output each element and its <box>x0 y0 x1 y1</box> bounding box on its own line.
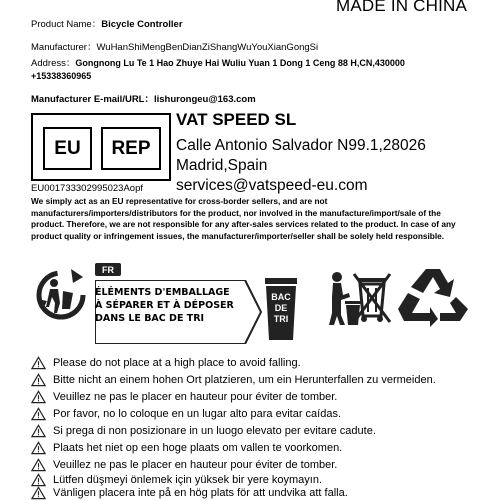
sorting-line-1: ÉLÉMENTS D'EMBALLAGE <box>95 287 230 298</box>
warning-item <box>31 423 376 439</box>
manufacturer-line <box>31 39 318 53</box>
address-phone: +15338360965 <box>31 71 92 81</box>
bin-line-2: DE <box>274 303 288 313</box>
address-value: Gongnong Lu Te 1 Hao Zhuye Hai Wuliu Yuan 1 Dong 1 Ceng 88 H,CN,430000 <box>75 58 405 68</box>
warning-item <box>31 485 348 501</box>
rep-email: services@vatspeed-eu.com <box>176 177 368 194</box>
disclaimer-text: We simply act as an EU representative for cross-border sellers, and are not manufacturers/importers/distributors for the product, nor involved in the manufacture/import/sale of the product. Therefore, we are not responsible for any after-sales services related to the product. In case of any product quality or infringement issues, the manufacturer/importer/seller shall be solely held responsible. <box>31 196 456 241</box>
warning-text: Please do not place at a high place to avoid falling. <box>53 357 301 369</box>
manufacturer-value: WuHanShiMengBenDianZiShangWuYouXianGongSi <box>96 42 319 53</box>
warning-icon <box>31 424 46 438</box>
triman-icon <box>33 263 89 321</box>
eu-rep-logo <box>31 113 171 181</box>
product-name-label: Product Name： <box>31 19 102 30</box>
warning-icon <box>31 390 46 404</box>
product-name-value: Bicycle Controller <box>101 19 183 30</box>
made-in-label: MADE IN CHINA <box>336 0 468 15</box>
warning-item <box>31 355 301 371</box>
recycle-icon <box>396 265 470 327</box>
warning-icon <box>31 441 46 455</box>
warning-icon <box>31 486 46 500</box>
warning-text: Vänligen placera inte på en hög plats för att undvika att falla. <box>53 487 348 499</box>
warning-item <box>31 457 337 473</box>
warning-text: Si prega di non posizionare in un luogo elevato per evitare cadute. <box>53 425 376 437</box>
manufacturer-label: Manufacturer： <box>31 42 97 53</box>
bin-label <box>268 292 294 325</box>
rep-city: Madrid,Spain <box>176 157 268 174</box>
sorting-line-3: DANS LE BAC DE TRI <box>95 313 205 324</box>
rep-box: REP <box>101 127 161 170</box>
sorting-line-2: À SÉPARER ET À DÉPOSER <box>95 300 234 311</box>
warning-item <box>31 389 337 405</box>
sorting-info-panel <box>95 263 315 344</box>
rep-street: Calle Antonio Salvador N99.1,28026 <box>176 137 426 154</box>
warning-item <box>31 372 436 388</box>
warning-icon <box>31 458 46 472</box>
warning-item <box>31 440 342 456</box>
bin-line-3: TRI <box>273 314 289 324</box>
warning-text: Por favor, no lo coloque en un lugar alto para evitar caídas. <box>53 408 342 420</box>
warning-text: Lütfen düşmeyi önlemek için yüksek bir yere koymayın. <box>53 474 323 486</box>
sorting-instructions <box>95 286 234 325</box>
rep-company: VAT SPEED SL <box>176 110 297 129</box>
eu-box: EU <box>43 127 92 170</box>
bin-line-1: BAC <box>271 292 291 302</box>
address-block <box>31 57 471 83</box>
warning-icon <box>31 373 46 387</box>
warning-item <box>31 406 341 422</box>
warning-icon <box>31 356 46 370</box>
address-label: Address： <box>31 58 76 69</box>
fr-tag: FR <box>95 263 121 276</box>
email-line <box>31 91 256 105</box>
warning-text: Plaats het niet op een hoge plaats om vallen te voorkomen. <box>53 442 343 454</box>
warning-text: Veuillez ne pas le placer en hauteur pour éviter de tomber. <box>53 391 338 403</box>
warning-text: Veuillez ne pas le placer en hauteur pour éviter de tomber. <box>53 459 338 471</box>
warning-icon <box>31 407 46 421</box>
product-name-line <box>31 16 183 30</box>
email-label: Manufacturer E-mail/URL： <box>31 94 154 105</box>
warning-text: Bitte nicht an einem hohen Ort platzieren, um ein Herunterfallen zu vermeiden. <box>53 374 436 386</box>
crossed-bin-icon <box>350 268 394 324</box>
eu-rep-code: EU001733302995023Aopf <box>31 183 143 194</box>
email-value: lishurongeu@163.com <box>154 94 256 105</box>
